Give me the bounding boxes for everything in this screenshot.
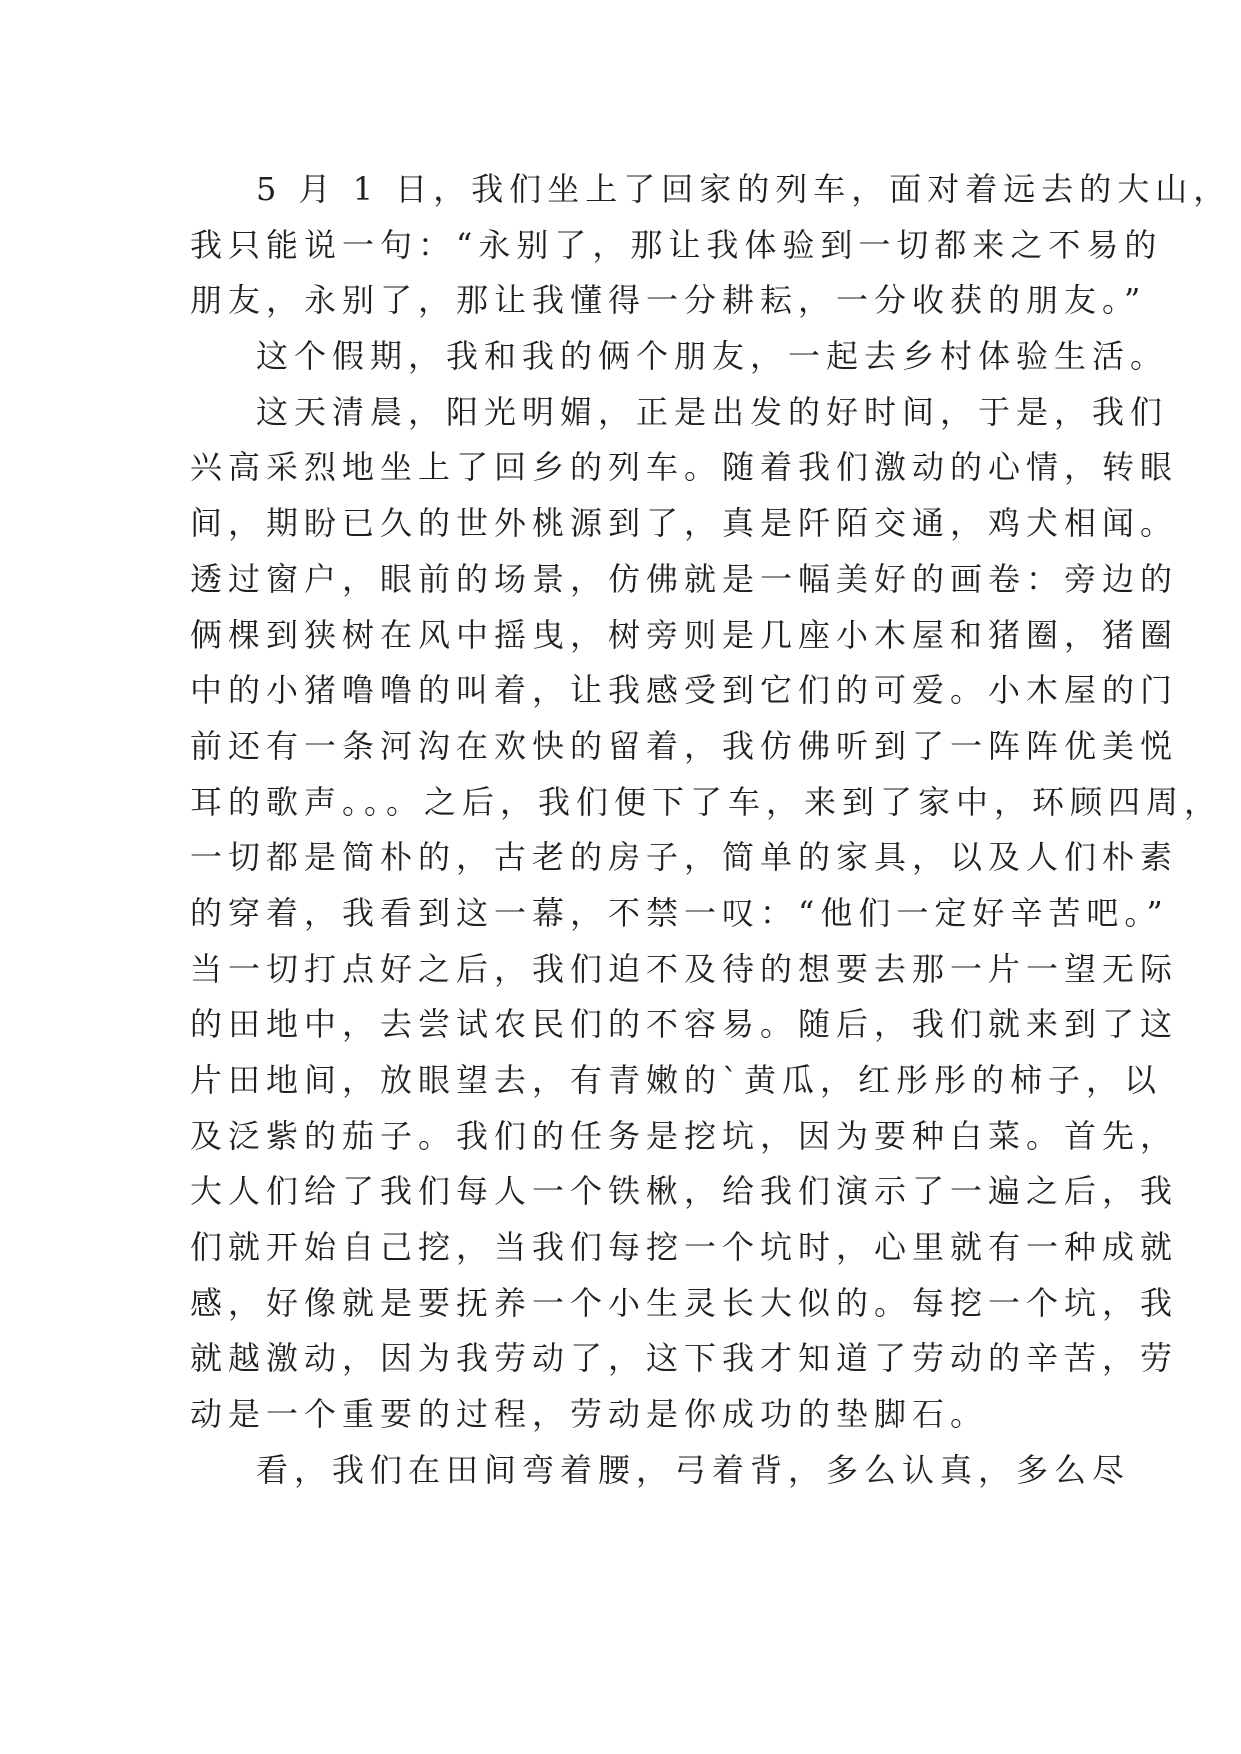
text-line: 俩棵到狭树在风中摇曳，树旁则是几座小木屋和猪圈，猪圈 — [190, 615, 1179, 654]
text-line: 感，好像就是要抚养一个小生灵长大似的。每挖一个坑，我 — [190, 1283, 1179, 1322]
text-line: 前还有一条河沟在欢快的留着，我仿佛听到了一阵阵优美悦 — [190, 726, 1179, 765]
text-line: 兴高采烈地坐上了回乡的列车。随着我们激动的心情，转眼 — [190, 448, 1179, 487]
text-line: 大人们给了我们每人一个铁楸，给我们演示了一遍之后，我 — [190, 1172, 1179, 1211]
text-line: 的穿着，我看到这一幕，不禁一叹：“他们一定好辛苦吧。” — [190, 893, 1169, 932]
text-line: 就越激动，因为我劳动了，这下我才知道了劳动的辛苦，劳 — [190, 1339, 1179, 1378]
text-line: 这天清晨，阳光明媚，正是出发的好时间，于是，我们 — [256, 392, 1169, 431]
text-line: 动是一个重要的过程，劳动是你成功的垫脚石。 — [190, 1395, 989, 1434]
text-line: 透过窗户，眼前的场景，仿佛就是一幅美好的画卷：旁边的 — [190, 559, 1179, 598]
text-line: 我只能说一句：“永别了，那让我体验到一切都来之不易的 — [190, 225, 1163, 264]
text-line: 的田地中，去尝试农民们的不容易。随后，我们就来到了这 — [190, 1005, 1179, 1044]
text-line: 看，我们在田间弯着腰，弓着背，多么认真，多么尽 — [256, 1450, 1131, 1489]
text-line: 耳的歌声。。。之后，我们便下了车，来到了家中，环顾四周， — [190, 782, 1223, 821]
text-line: 朋友，永别了，那让我懂得一分耕耘，一分收获的朋友。” — [190, 281, 1147, 320]
text-line: 一切都是简朴的，古老的房子，简单的家具，以及人们朴素 — [190, 838, 1179, 877]
text-line: 间，期盼已久的世外桃源到了，真是阡陌交通，鸡犬相闻。 — [190, 504, 1179, 543]
text-line: 们就开始自己挖，当我们每挖一个坑时，心里就有一种成就 — [190, 1228, 1179, 1267]
text-line: 中的小猪噜噜的叫着，让我感受到它们的可爱。小木屋的门 — [190, 671, 1179, 710]
text-line: 及泛紫的茄子。我们的任务是挖坑，因为要种白菜。首先， — [190, 1116, 1179, 1155]
body-text — [190, 162, 1232, 1499]
text-line: 5 月 1 日，我们坐上了回家的列车，面对着远去的大山， — [256, 170, 1232, 208]
text-line: 片田地间，放眼望去，有青嫩的`黄瓜，红彤彤的柿子，以 — [190, 1061, 1163, 1099]
text-line: 当一切打点好之后，我们迫不及待的想要去那一片一望无际 — [190, 949, 1179, 988]
text-line: 这个假期，我和我的俩个朋友，一起去乡村体验生活。 — [256, 337, 1169, 376]
